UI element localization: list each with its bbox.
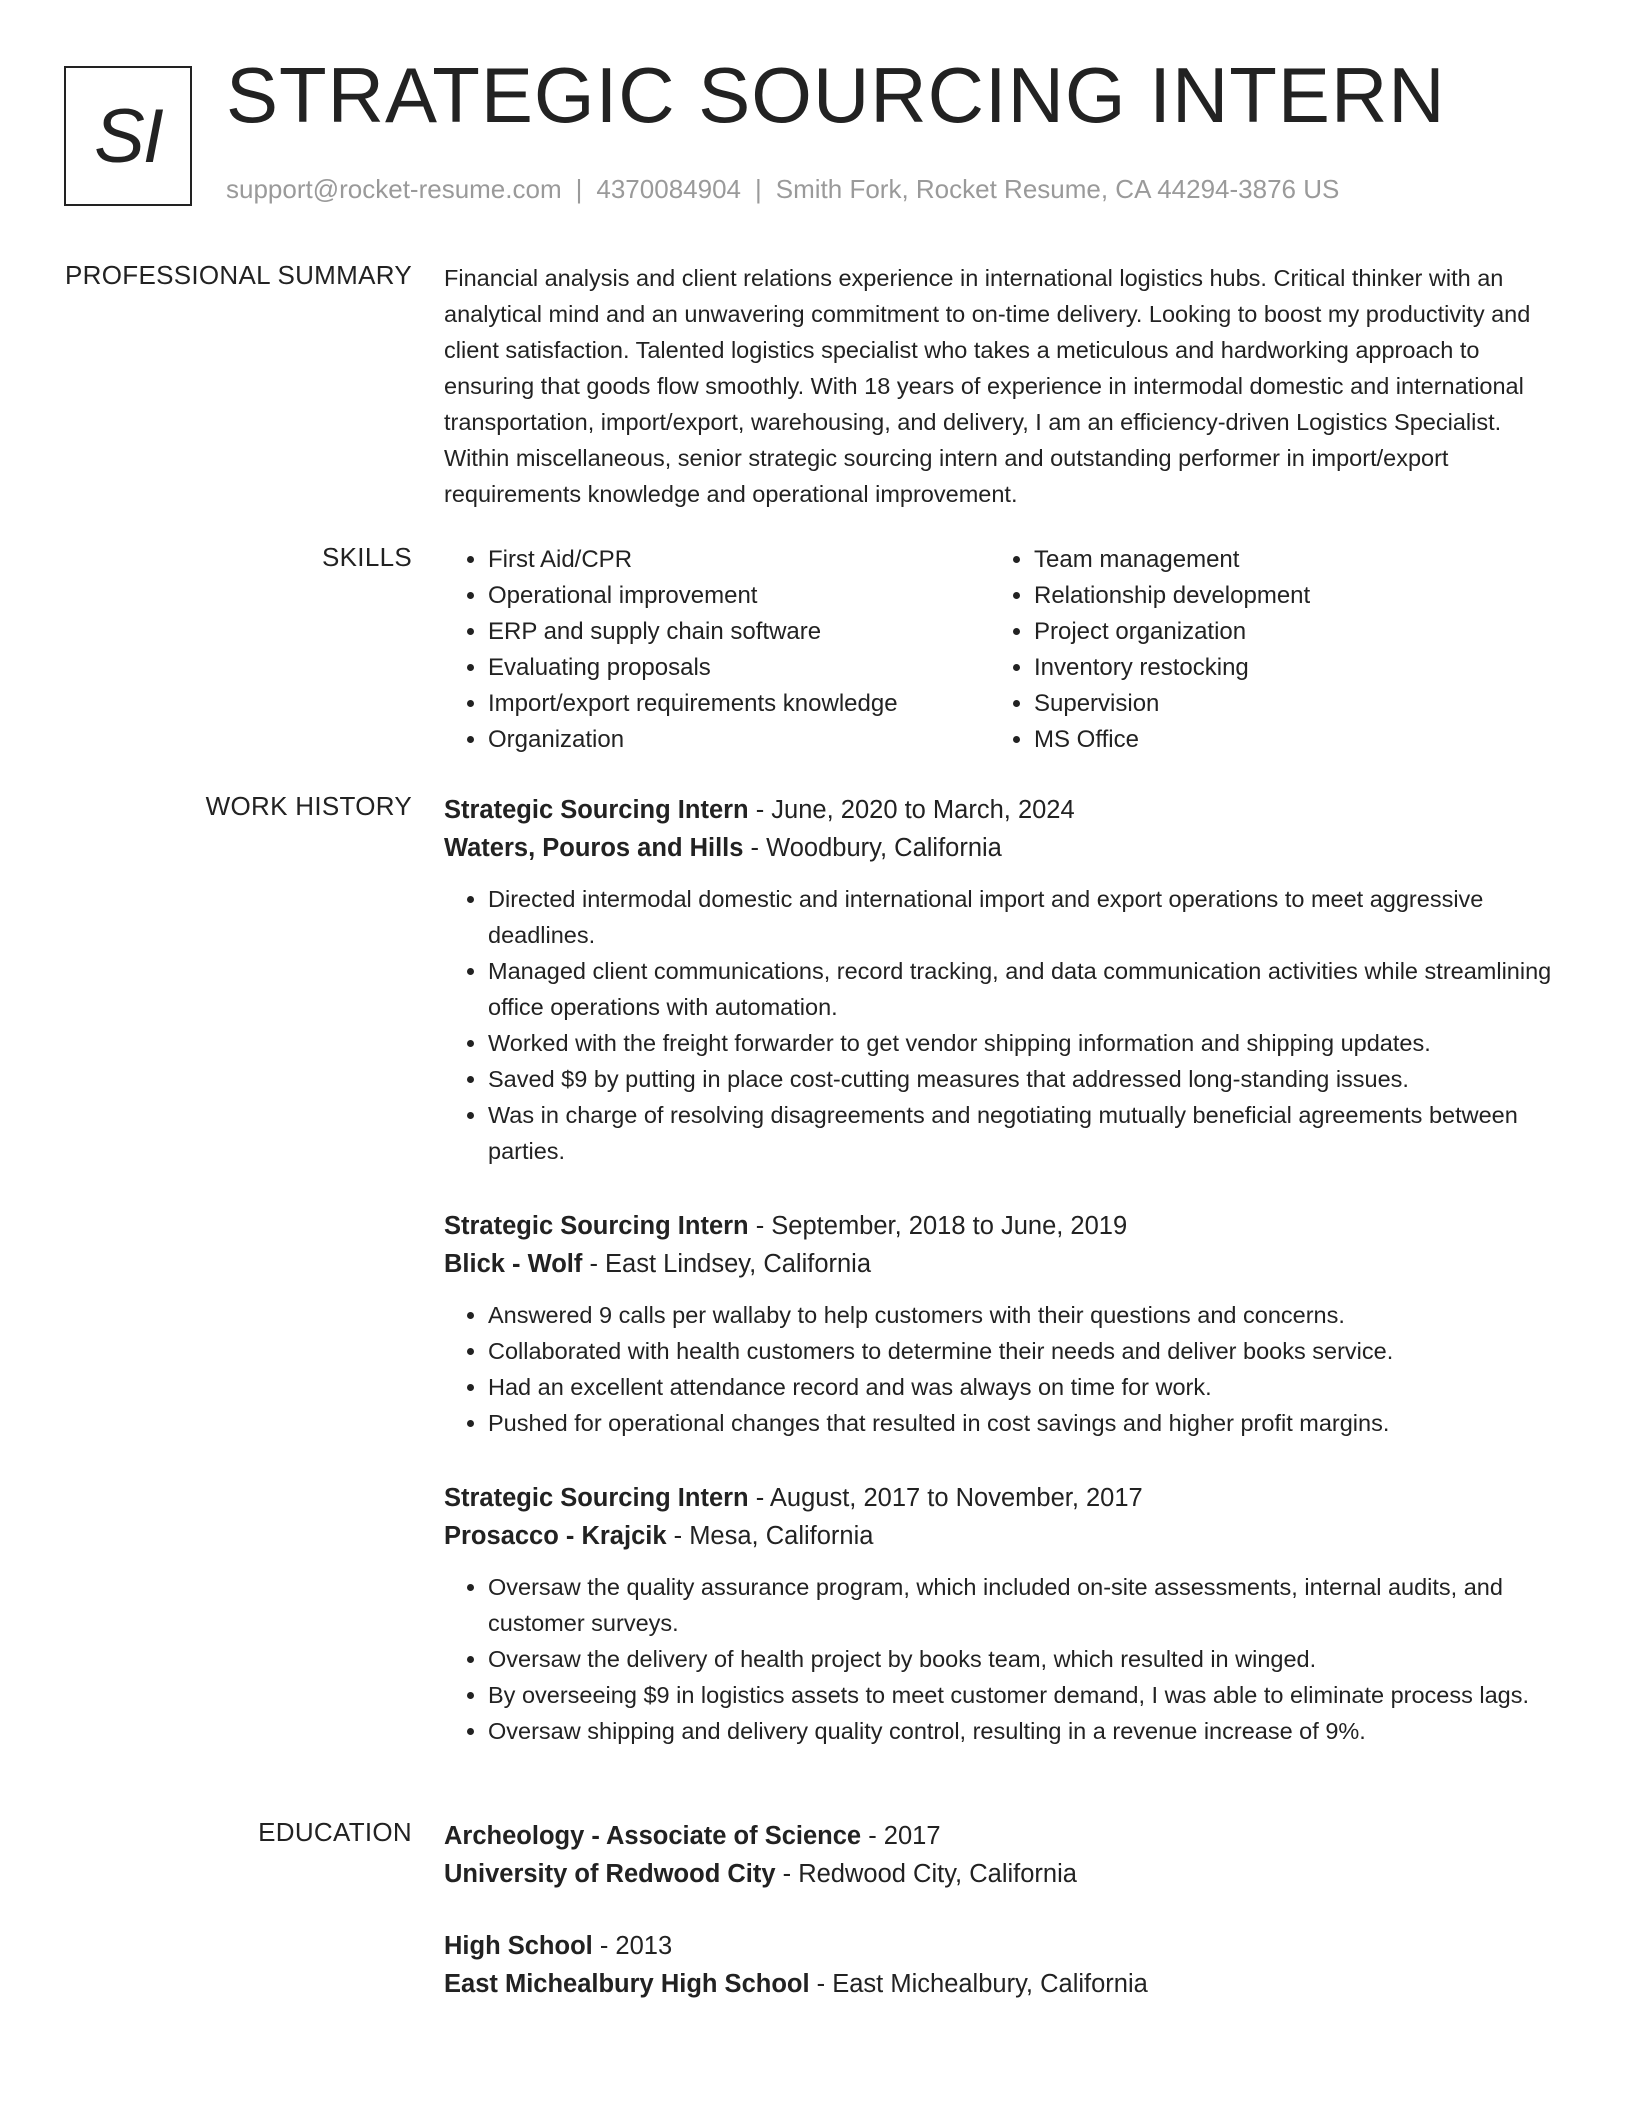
job-dates: - June, 2020 to March, 2024 (748, 796, 1075, 824)
skills-column-right (990, 542, 1536, 758)
monogram-logo: SI (64, 66, 192, 206)
degree: Archeology - Associate of Science (444, 1822, 862, 1850)
job-bullet: • Directed intermodal domestic and international import and export operations to meet aggressive deadlines. (488, 881, 1564, 953)
contact-line (226, 174, 1339, 205)
separator: | (755, 174, 762, 204)
separator: | (575, 174, 583, 204)
skill-item: • Inventory restocking (1034, 650, 1536, 686)
company-name: Waters, Pouros and Hills (444, 834, 744, 862)
company-name: Blick - Wolf (444, 1250, 583, 1278)
job-bullet: • Oversaw the delivery of health project by books team, which resulted in winged. (488, 1641, 1564, 1677)
address: Smith Fork, Rocket Resume, CA 44294-3876 US (775, 174, 1340, 204)
skill-item: • Import/export requirements knowledge (488, 686, 990, 722)
graduation-year: - 2017 (861, 1822, 941, 1850)
job-dates: - August, 2017 to November, 2017 (748, 1484, 1143, 1512)
job-bullet: • Collaborated with health customers to determine their needs and deliver books service. (488, 1333, 1564, 1369)
skill-item: • Project organization (1034, 614, 1536, 650)
section-label: EDUCATION (258, 1817, 412, 1847)
skill-item: • Supervision (1034, 686, 1536, 722)
phone-number: 4370084904 (596, 174, 741, 204)
skills-column-left (444, 542, 990, 758)
job-bullet: • By overseeing $9 in logistics assets to meet customer demand, I was able to eliminate process lags. (488, 1677, 1564, 1713)
job-bullets (444, 1569, 1564, 1749)
skill-item: • ERP and supply chain software (488, 614, 990, 650)
education-entry (444, 1927, 1564, 2003)
graduation-year: - 2013 (592, 1932, 673, 1960)
job-dates: - September, 2018 to June, 2019 (748, 1212, 1128, 1240)
job-bullets (444, 1297, 1564, 1441)
company-name: Prosacco - Krajcik (444, 1522, 667, 1550)
school-name: University of Redwood City (444, 1860, 776, 1888)
job-location: - Mesa, California (666, 1522, 874, 1550)
job-title: Strategic Sourcing Intern (444, 796, 749, 824)
job-bullet: • Saved $9 by putting in place cost-cutting measures that addressed long-standing issues. (488, 1061, 1564, 1097)
section-label: PROFESSIONAL SUMMARY (65, 260, 412, 290)
job-entry (444, 1207, 1564, 1441)
summary-text: Financial analysis and client relations experience in international logistics hubs. Critical thinker with an analytical mind and an unwavering commitment to on-time delivery. Looking to boost my productivity and client satisfaction. Talented logistics specialist who takes a meticulous and hardworking approach to ensuring that goods flow smoothly. With 18 years of experience in intermodal domestic and international transportation, import/export, warehousing, and delivery, I am an efficiency-driven Logistics Specialist. Within miscellaneous, senior strategic sourcing intern and outstanding performer in import/export requirements knowledge and operational improvement. (444, 265, 1531, 507)
school-location: - Redwood City, California (775, 1860, 1077, 1888)
skill-item: • Organization (488, 722, 990, 758)
job-location: - Woodbury, California (743, 834, 1002, 862)
resume-title: STRATEGIC SOURCING INTERN (226, 51, 1446, 139)
skill-item: • Operational improvement (488, 578, 990, 614)
job-bullet: • Oversaw the quality assurance program, which included on-site assessments, internal audits, and customer surveys. (488, 1569, 1564, 1641)
skill-item: • Evaluating proposals (488, 650, 990, 686)
school-name: East Michealbury High School (444, 1970, 810, 1998)
job-bullets (444, 881, 1564, 1169)
job-bullet: • Pushed for operational changes that resulted in cost savings and higher profit margins. (488, 1405, 1564, 1441)
job-entry (444, 1479, 1564, 1749)
job-bullet: • Managed client communications, record tracking, and data communication activities while streamlining office operations with automation. (488, 953, 1564, 1025)
skill-item: • First Aid/CPR (488, 542, 990, 578)
job-entry (444, 791, 1564, 1169)
job-title: Strategic Sourcing Intern (444, 1212, 749, 1240)
section-label: WORK HISTORY (205, 791, 412, 821)
school-location: - East Michealbury, California (809, 1970, 1148, 1998)
job-bullet: • Had an excellent attendance record and was always on time for work. (488, 1369, 1564, 1405)
skill-item: • Team management (1034, 542, 1536, 578)
skill-item: • MS Office (1034, 722, 1536, 758)
job-bullet: • Oversaw shipping and delivery quality control, resulting in a revenue increase of 9%. (488, 1713, 1564, 1749)
job-bullet: • Worked with the freight forwarder to get vendor shipping information and shipping updates. (488, 1025, 1564, 1061)
job-title: Strategic Sourcing Intern (444, 1484, 749, 1512)
job-bullet: • Answered 9 calls per wallaby to help customers with their questions and concerns. (488, 1297, 1564, 1333)
job-location: - East Lindsey, California (582, 1250, 872, 1278)
section-label: SKILLS (322, 542, 412, 572)
email-link[interactable]: support@rocket-resume.com (226, 174, 562, 204)
skills-list (444, 542, 1564, 758)
education-entry (444, 1817, 1564, 1893)
skill-item: • Relationship development (1034, 578, 1536, 614)
degree: High School (444, 1932, 593, 1960)
job-bullet: • Was in charge of resolving disagreements and negotiating mutually beneficial agreements between parties. (488, 1097, 1564, 1169)
